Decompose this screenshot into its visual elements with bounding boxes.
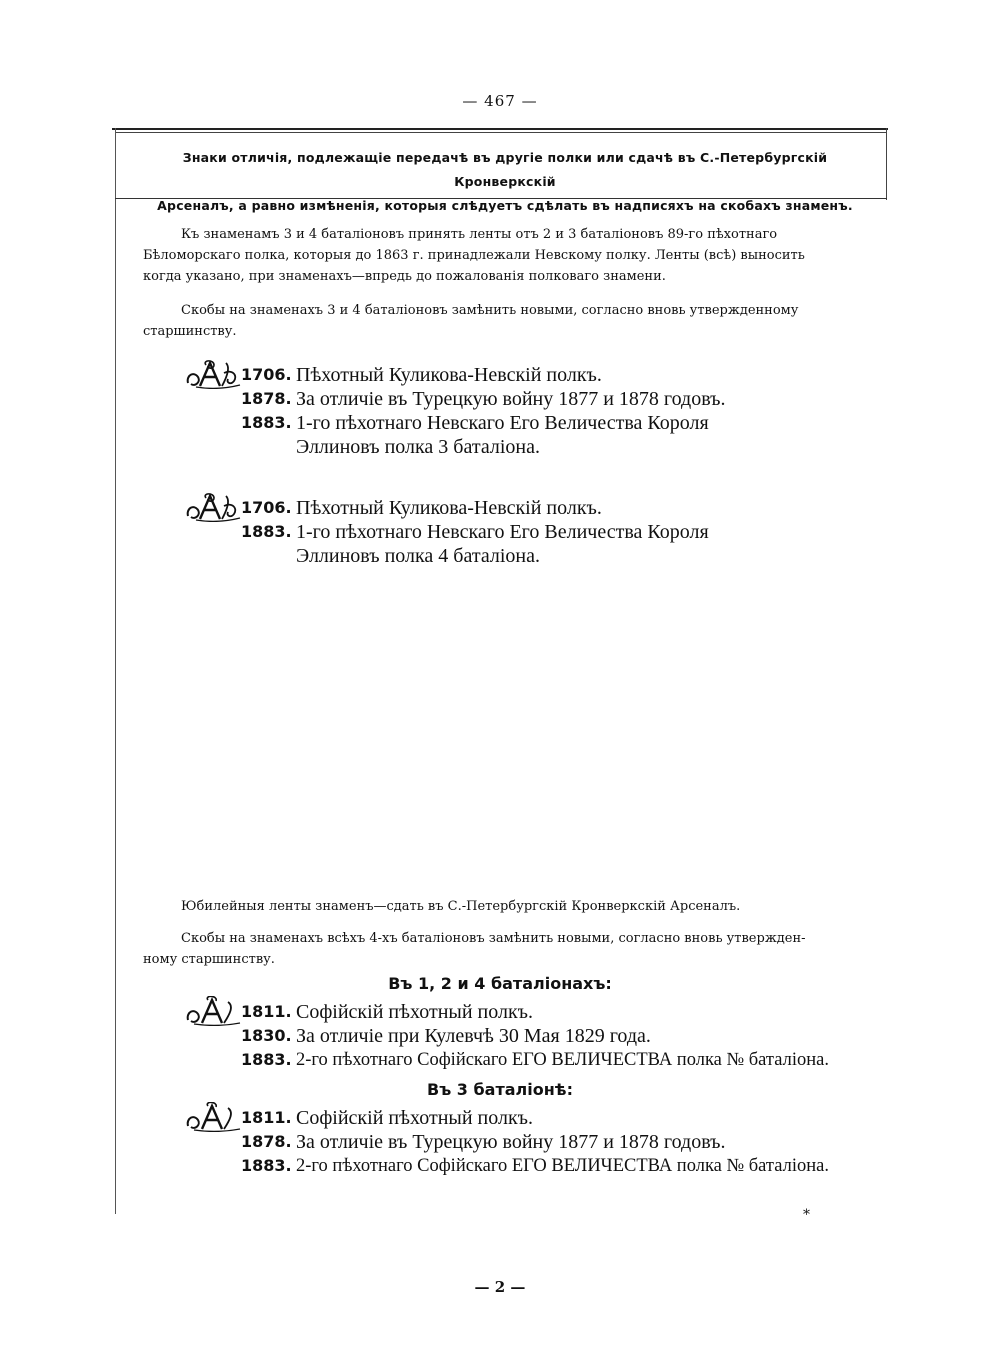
inscription-text: Эллиновъ полка 3 баталіона. <box>296 436 540 458</box>
subheading-battalion-3: Въ 3 баталіонѣ: <box>427 1080 573 1099</box>
inscription-row <box>184 1000 874 1024</box>
inscription-row <box>184 1130 874 1154</box>
inscription-row <box>184 387 874 411</box>
heading-line-2: Арсеналъ, а равно измѣненія, которыя слѣдуетъ сдѣлать въ надписяхъ на скобахъ знаменъ. <box>157 198 853 213</box>
section-heading <box>140 146 870 218</box>
page-number: — 467 — <box>462 92 538 110</box>
inscription-row <box>184 363 874 387</box>
imperial-monogram-icon <box>184 1102 242 1132</box>
inscription-text: 1-го пѣхотнаго Невскаго Его Величества Короля <box>296 412 709 434</box>
inscription-row <box>184 435 874 459</box>
year-label: 1830. <box>241 1026 292 1045</box>
jubilee-ribbons-paragraph <box>143 896 859 917</box>
ribbons-paragraph <box>143 224 859 287</box>
year-label: 1878. <box>241 1132 292 1151</box>
inscription-row <box>184 1024 874 1048</box>
paragraph-line: когда указано, при знаменахъ—впредь до пожалованія полковаго знамени. <box>143 269 666 284</box>
inscription-text: 2-го пѣхотнаго Софійскаго ЕГО ВЕЛИЧЕСТВА полка № баталіона. <box>296 1156 829 1176</box>
inscription-text: 1-го пѣхотнаго Невскаго Его Величества Короля <box>296 521 709 543</box>
brackets-paragraph <box>143 300 859 342</box>
inscription-text: За отличіе въ Турецкую войну 1877 и 1878 годовъ. <box>296 1131 726 1153</box>
imperial-monogram-icon <box>184 359 242 389</box>
year-label: 1883. <box>241 413 292 432</box>
inscription-text: Пѣхотный Куликова-Невскій полкъ. <box>296 497 602 519</box>
paragraph-line: Бѣломорскаго полка, которыя до 1863 г. принадлежали Невскому полку. Ленты (всѣ) выносить <box>143 248 805 263</box>
year-label: 1706. <box>241 498 292 517</box>
inscription-text: За отличіе при Кулевчѣ 30 Мая 1829 года. <box>296 1025 651 1047</box>
paragraph-line: Скобы на знаменахъ всѣхъ 4-хъ баталіоновъ замѣнить новыми, согласно вновь утвержден- <box>181 931 806 946</box>
year-label: 1878. <box>241 389 292 408</box>
footer-number: — 2 — <box>474 1278 526 1296</box>
year-label: 1706. <box>241 365 292 384</box>
inscription-row <box>184 1154 874 1178</box>
paragraph-line: ному старшинству. <box>143 952 275 967</box>
paragraph-line: старшинству. <box>143 324 237 339</box>
year-label: 1883. <box>241 1156 292 1175</box>
header-right-border <box>886 128 887 200</box>
year-label: 1811. <box>241 1002 292 1021</box>
imperial-monogram-icon <box>184 996 242 1026</box>
inscription-text: Эллиновъ полка 4 баталіона. <box>296 545 540 567</box>
imperial-monogram-icon <box>184 492 242 522</box>
year-label: 1883. <box>241 522 292 541</box>
inscription-text: 2-го пѣхотнаго Софійскаго ЕГО ВЕЛИЧЕСТВА полка № баталіона. <box>296 1050 829 1070</box>
sofia-battalions-1-2-4-inscription <box>184 1000 874 1072</box>
year-label: 1811. <box>241 1108 292 1127</box>
inscription-text: Софійскій пѣхотный полкъ. <box>296 1001 534 1023</box>
year-label: 1883. <box>241 1050 292 1069</box>
paragraph-line: Скобы на знаменахъ 3 и 4 баталіоновъ замѣнить новыми, согласно вновь утвержденному <box>181 303 799 318</box>
all-brackets-paragraph <box>143 928 859 970</box>
inscription-text: Пѣхотный Куликова-Невскій полкъ. <box>296 364 602 386</box>
inscription-row <box>184 1106 874 1130</box>
subheading-battalions-1-2-4: Въ 1, 2 и 4 баталіонахъ: <box>388 974 612 993</box>
asterisk-mark: * <box>803 1207 810 1223</box>
heading-line-1: Знаки отличія, подлежащіе передачѣ въ другіе полки или сдачѣ въ С.-Петербургскій Кронверкскій <box>182 150 828 189</box>
inscription-row <box>184 1048 874 1072</box>
paragraph-line: Юбилейныя ленты знаменъ—сдать въ С.-Петербургскій Кронверкскій Арсеналъ. <box>181 899 741 914</box>
inscription-text: Софійскій пѣхотный полкъ. <box>296 1107 534 1129</box>
sofia-battalion-3-inscription <box>184 1106 874 1178</box>
nevsky-battalion-4-inscription <box>184 496 874 568</box>
inscription-row <box>184 520 874 544</box>
inscription-row <box>184 411 874 435</box>
inscription-row <box>184 544 874 568</box>
nevsky-battalion-3-inscription <box>184 363 874 459</box>
inscription-row <box>184 496 874 520</box>
paragraph-line: Къ знаменамъ 3 и 4 баталіоновъ принять ленты отъ 2 и 3 баталіоновъ 89-го пѣхотнаго <box>181 227 778 242</box>
inscription-text: За отличіе въ Турецкую войну 1877 и 1878 годовъ. <box>296 388 726 410</box>
